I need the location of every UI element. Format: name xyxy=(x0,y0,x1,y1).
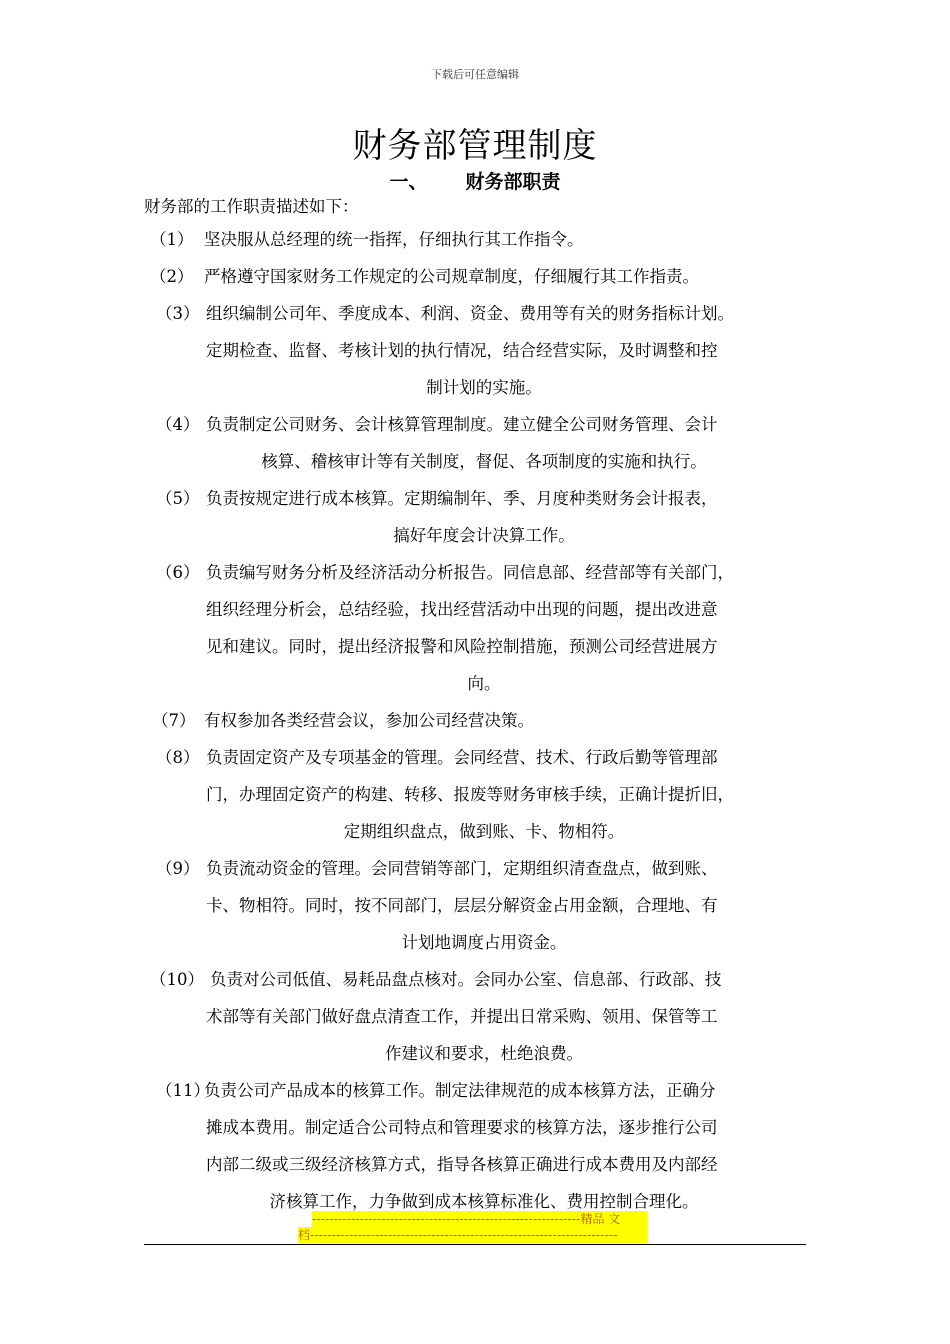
duty-item xyxy=(144,850,824,961)
duty-line: 门，办理固定资产的构建、转移、报废等财务审核手续，正确计提折旧， xyxy=(206,785,734,804)
duty-line: 有权参加各类经营会议，参加公司经营决策。 xyxy=(204,711,534,730)
duty-line: 定期检查、监督、考核计划的执行情况，结合经营实际，及时调整和控 xyxy=(206,341,718,360)
duty-line: 负责流动资金的管理。会同营销等部门，定期组织清查盘点，做到账、 xyxy=(206,859,718,878)
duty-line: 严格遵守国家财务工作规定的公司规章制度，仔细履行其工作指责。 xyxy=(204,267,699,286)
duty-number: （1） xyxy=(150,230,194,249)
duty-item xyxy=(144,961,824,1072)
document-title: 财务部管理制度 xyxy=(352,126,598,166)
duty-line: 内部二级或三级经济核算方式，指导各核算正确进行成本费用及内部经 xyxy=(206,1155,718,1174)
duty-item xyxy=(144,406,824,480)
duty-item xyxy=(144,480,824,554)
duty-line: 组织经理分析会，总结经验，找出经营活动中出现的问题，提出改进意 xyxy=(206,600,718,619)
duty-number: （8） xyxy=(156,748,200,767)
duty-number: （10） xyxy=(150,970,204,989)
duty-item xyxy=(144,1072,824,1220)
page-header-note: 下载后可任意编辑 xyxy=(431,68,519,81)
intro-text: 财务部的工作职责描述如下： xyxy=(144,197,359,216)
duty-line: 向。 xyxy=(467,674,501,693)
duty-number: （5） xyxy=(156,489,200,508)
duty-number: （3） xyxy=(156,304,200,323)
duty-item xyxy=(144,702,824,739)
duty-list xyxy=(144,221,824,1220)
duty-line: 负责公司产品成本的核算工作。制定法律规范的成本核算方法，正确分 xyxy=(204,1081,716,1100)
footer-rule xyxy=(144,1244,806,1245)
duty-line: 负责按规定进行成本核算。定期编制年、季、月度种类财务会计报表， xyxy=(206,489,718,508)
duty-item xyxy=(144,295,824,406)
duty-item xyxy=(144,258,824,295)
duty-line: 术部等有关部门做好盘点清查工作，并提出日常采购、领用、保管等工 xyxy=(206,1007,718,1026)
duty-line: 计划地调度占用资金。 xyxy=(401,933,567,952)
duty-line: 组织编制公司年、季度成本、利润、资金、费用等有关的财务指标计划。 xyxy=(206,304,734,323)
duty-line: 负责编写财务分析及经济活动分析报告。同信息部、经营部等有关部门， xyxy=(206,563,734,582)
section-number: 一、 xyxy=(389,171,428,193)
duty-line: 摊成本费用。制定适合公司特点和管理要求的核算方法，逐步推行公司 xyxy=(206,1118,718,1137)
duty-line: 负责固定资产及专项基金的管理。会同经营、技术、行政后勤等管理部 xyxy=(206,748,718,767)
section-heading xyxy=(0,167,950,194)
duty-number: （2） xyxy=(150,267,194,286)
duty-number: （4） xyxy=(156,415,200,434)
duty-number: （6） xyxy=(156,563,200,582)
duty-line: 作建议和要求，杜绝浪费。 xyxy=(385,1044,583,1063)
footer-line: --------------------------------------------------------------精品 文 xyxy=(312,1211,647,1227)
duty-line: 搞好年度会计决算工作。 xyxy=(393,526,575,545)
duty-line: 核算、稽核审计等有关制度，督促、各项制度的实施和执行。 xyxy=(261,452,707,471)
section-title: 财务部职责 xyxy=(465,171,561,193)
duty-number: （9） xyxy=(156,859,200,878)
duty-line: 负责制定公司财务、会计核算管理制度。建立健全公司财务管理、会计 xyxy=(206,415,718,434)
duty-line: 济核算工作，力争做到成本核算标准化、费用控制合理化。 xyxy=(269,1192,699,1211)
duty-line: 负责对公司低值、易耗品盘点核对。会同办公室、信息部、行政部、技 xyxy=(210,970,722,989)
duty-item xyxy=(144,554,824,702)
duty-line: 见和建议。同时，提出经济报警和风险控制措施，预测公司经营进展方 xyxy=(206,637,718,656)
duty-line: 卡、物相符。同时，按不同部门，层层分解资金占用金额，合理地、有 xyxy=(206,896,718,915)
duty-line: 定期组织盘点，做到账、卡、物相符。 xyxy=(343,822,625,841)
footer-line: 档----------------------------------------------------------------------- xyxy=(298,1227,647,1243)
duty-item xyxy=(144,739,824,850)
footer-watermark xyxy=(298,1211,647,1243)
duty-line: 坚决服从总经理的统一指挥，仔细执行其工作指令。 xyxy=(204,230,584,249)
duty-number: （7） xyxy=(152,711,196,730)
duty-line: 制计划的实施。 xyxy=(426,378,542,397)
duty-number: （11） xyxy=(156,1081,210,1100)
duty-item xyxy=(144,221,824,258)
